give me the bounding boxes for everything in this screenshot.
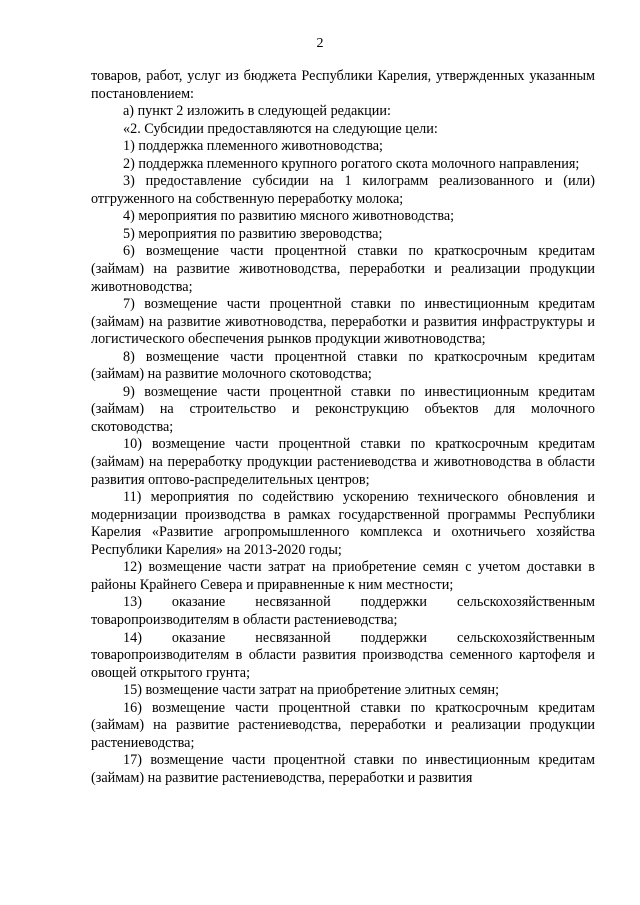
- list-item: 5) мероприятия по развитию звероводства;: [123, 225, 383, 242]
- list-item: 9) возмещение части процентной ставки по инвестиционным кредитам (займам) на строительство и реконструкцию объектов для молочного скотоводства;: [91, 383, 595, 435]
- list-item: 15) возмещение части затрат на приобретение элитных семян;: [123, 682, 500, 699]
- list-item: 14) оказание несвязанной поддержки сельскохозяйственным товаропроизводителям в области развития производства семенного картофеля и овощей открытого грунта;: [91, 629, 595, 681]
- paragraph: «2. Субсидии предоставляются на следующие цели:: [123, 120, 438, 137]
- paragraph: товаров, работ, услуг из бюджета Республики Карелия, утвержденных указанным постановлением:: [91, 68, 595, 102]
- document-body: [91, 68, 595, 787]
- list-item: 4) мероприятия по развитию мясного животноводства;: [123, 208, 455, 225]
- list-item: 7) возмещение части процентной ставки по инвестиционным кредитам (займам) на развитие животноводства, переработки и развития инфраструктуры и логистического обеспечения рынков продукции животноводства;: [91, 296, 595, 348]
- list-item: 1) поддержка племенного животноводства;: [123, 138, 383, 155]
- list-item: 8) возмещение части процентной ставки по краткосрочным кредитам (займам) на развитие молочного скотоводства;: [91, 348, 595, 383]
- list-item: 13) оказание несвязанной поддержки сельскохозяйственным товаропроизводителям в области растениеводства;: [91, 594, 595, 628]
- list-item: 2) поддержка племенного крупного рогатого скота молочного направления;: [123, 155, 580, 172]
- paragraph: а) пункт 2 изложить в следующей редакции:: [123, 103, 391, 120]
- list-item: 3) предоставление субсидии на 1 килограмм реализованного и (или) отгруженного на собственную переработку молока;: [91, 173, 595, 207]
- list-item: 10) возмещение части процентной ставки по краткосрочным кредитам (займам) на переработку продукции растениеводства и животноводства в области развития оптово-распределительных центров;: [91, 436, 595, 488]
- list-item: 17) возмещение части процентной ставки по инвестиционным кредитам (займам) на развитие растениеводства, переработки и развития: [91, 752, 595, 786]
- list-item: 11) мероприятия по содействию ускорению технического обновления и модернизации производства в рамках государственной программы Республики Карелия «Развитие агропромышленного комплекса и охотничьего хозяйства Республики Карелия» на 2013-2020 годы;: [91, 489, 595, 558]
- list-item: 6) возмещение части процентной ставки по краткосрочным кредитам (займам) на развитие животноводства, переработки и реализации продукции животноводства;: [91, 243, 595, 295]
- page-number: 2: [316, 36, 324, 51]
- list-item: 12) возмещение части затрат на приобретение семян с учетом доставки в районы Крайнего Севера и приравненные к ним местности;: [91, 559, 595, 593]
- list-item: 16) возмещение части процентной ставки по краткосрочным кредитам (займам) на развитие растениеводства, переработки и реализации продукции растениеводства;: [91, 699, 595, 751]
